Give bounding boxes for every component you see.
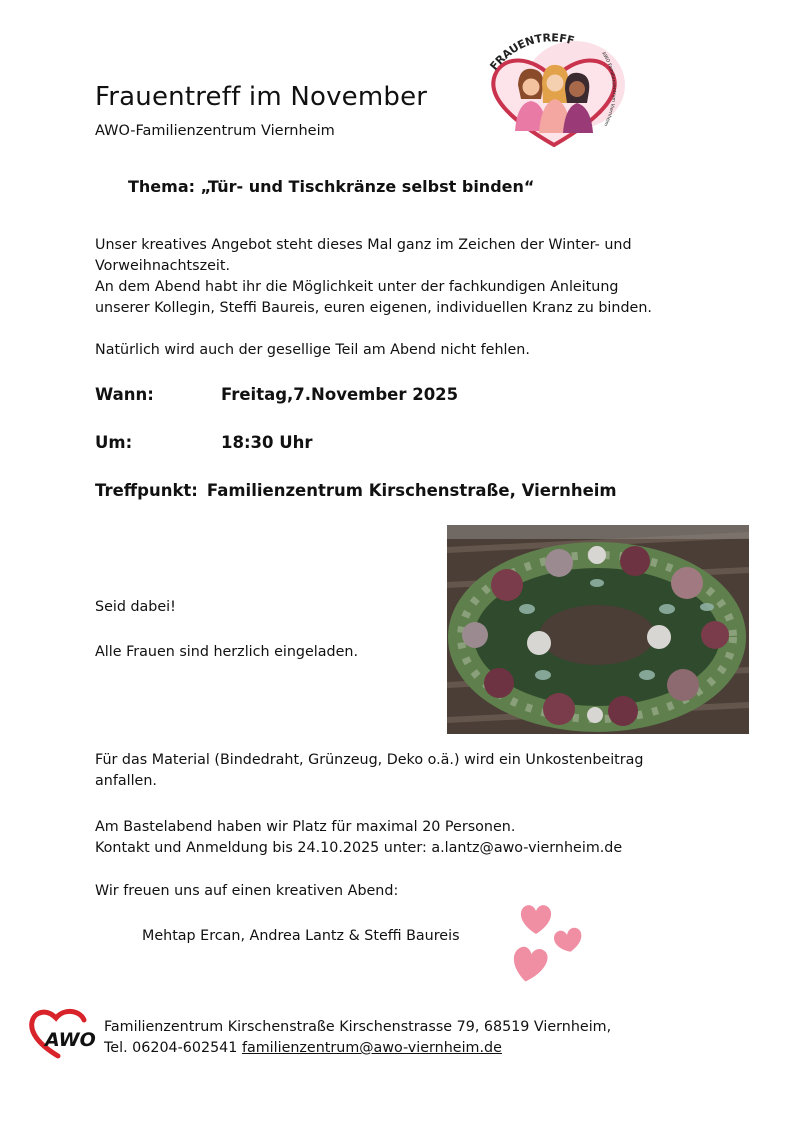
frauentreff-logo	[477, 33, 630, 153]
place-label: Treffpunkt:	[95, 481, 198, 500]
logo-badge-text: FRAUENTREFF	[487, 33, 576, 73]
intro-line-4: unserer Kollegin, Steffi Baureis, euren eigenen, individuellen Kranz zu binden.	[95, 300, 652, 316]
place-value: Familienzentrum Kirschenstraße, Viernheim	[206, 481, 617, 500]
footer-address: Familienzentrum Kirschenstraße Kirschenstrasse 79, 68519 Viernheim,	[104, 1019, 612, 1035]
footer-contact	[104, 1038, 611, 1059]
footer-phone: Tel. 06204-602541	[104, 1040, 238, 1056]
page-subtitle: AWO-Familienzentrum Viernheim	[95, 123, 335, 139]
awo-logo	[28, 1006, 96, 1060]
when-label: Wann:	[95, 385, 154, 404]
page-title: Frauentreff im November	[95, 82, 428, 112]
event-theme: Thema: „Tür- und Tischkränze selbst binden“	[128, 177, 535, 196]
signers-line: Mehtap Ercan, Andrea Lantz & Steffi Baureis	[142, 928, 460, 944]
wreath-photo	[447, 525, 749, 734]
material-line-2: anfallen.	[95, 773, 157, 789]
time-label: Um:	[95, 433, 133, 452]
footer	[104, 1017, 611, 1059]
closing-line: Wir freuen uns auf einen kreativen Abend:	[95, 883, 399, 899]
invite-line-1: Seid dabei!	[95, 599, 176, 615]
time-value: 18:30 Uhr	[221, 433, 313, 452]
when-value: Freitag,7.November 2025	[221, 385, 459, 404]
time-row	[95, 433, 313, 452]
when-row	[95, 385, 458, 404]
footer-email-link[interactable]: familienzentrum@awo-viernheim.de	[241, 1040, 502, 1056]
capacity-line: Am Bastelabend haben wir Platz für maximal 20 Personen.	[95, 819, 516, 835]
intro-line-2: Vorweihnachtszeit.	[95, 258, 231, 274]
intro-line-3: An dem Abend habt ihr die Möglichkeit unter der fachkundigen Anleitung	[95, 279, 619, 295]
logo-badge-subtext: AWO Familienzentrum Viernheim	[600, 51, 616, 127]
intro-line-5: Natürlich wird auch der gesellige Teil am Abend nicht fehlen.	[95, 342, 530, 358]
intro-line-1: Unser kreatives Angebot steht dieses Mal ganz im Zeichen der Winter- und	[95, 237, 632, 253]
awo-logo-text: AWO	[45, 1029, 96, 1051]
hearts-icon	[502, 900, 592, 985]
material-line-1: Für das Material (Bindedraht, Grünzeug, Deko o.ä.) wird ein Unkostenbeitrag	[95, 752, 644, 768]
place-row	[95, 481, 617, 500]
contact-line: Kontakt und Anmeldung bis 24.10.2025 unter: a.lantz@awo-viernheim.de	[95, 840, 623, 856]
invite-line-2: Alle Frauen sind herzlich eingeladen.	[95, 644, 359, 660]
